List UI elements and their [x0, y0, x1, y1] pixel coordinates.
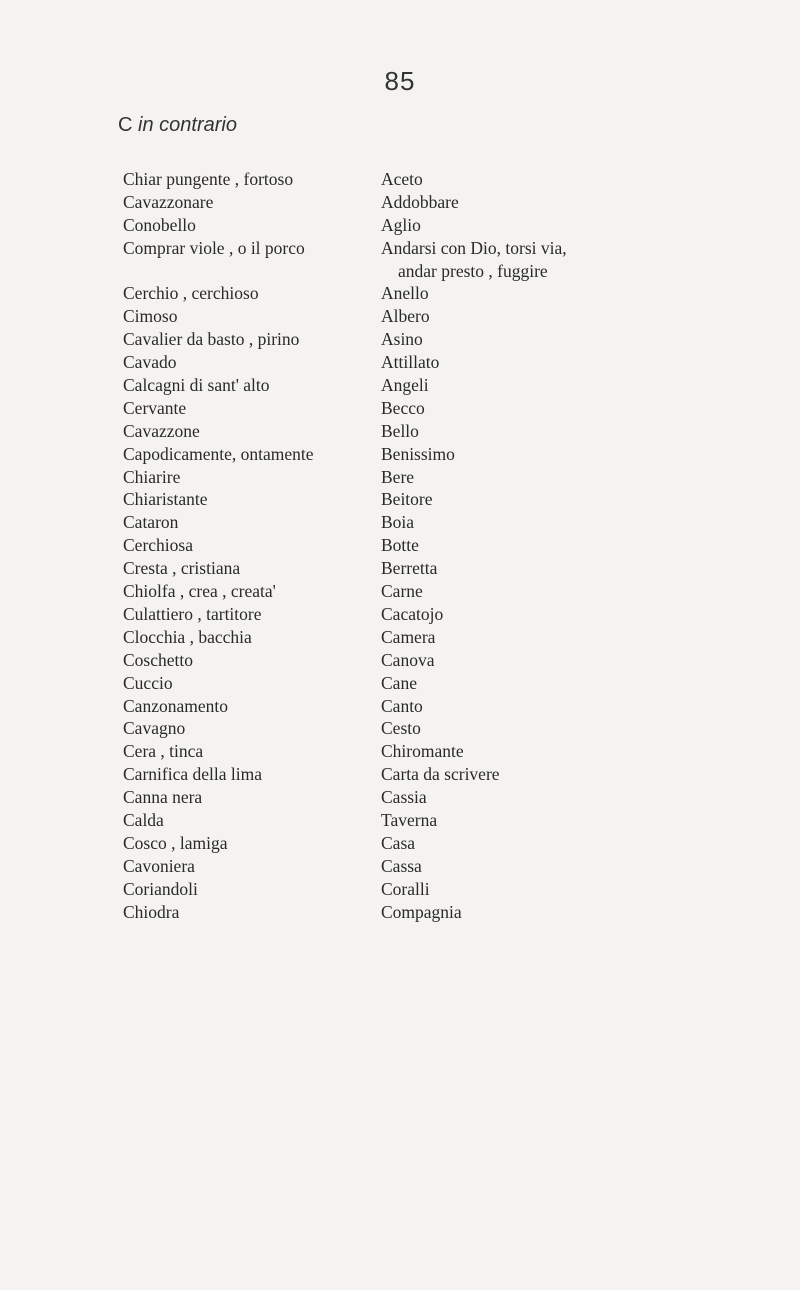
glossary-meaning-line: Attillato — [381, 352, 440, 373]
glossary-meaning — [381, 763, 743, 786]
glossary-row — [123, 305, 743, 328]
glossary-meaning-line: Canova — [381, 649, 435, 670]
glossary-meaning — [381, 488, 743, 511]
glossary-row — [123, 351, 743, 374]
glossary-row — [123, 191, 743, 214]
glossary-term: Calcagni di sant' alto — [123, 375, 270, 396]
glossary-term: Cavazzonare — [123, 191, 214, 212]
glossary-row — [123, 397, 743, 420]
glossary-term: Calda — [123, 809, 164, 830]
glossary-row — [123, 878, 743, 901]
glossary-meaning-line: Aceto — [381, 169, 423, 189]
glossary-meaning — [381, 534, 743, 557]
glossary-meaning-line: Coralli — [381, 878, 430, 899]
glossary-meaning-line: Cane — [381, 672, 417, 693]
glossary-meaning — [381, 649, 743, 672]
glossary-meaning — [381, 511, 743, 534]
glossary-meaning — [381, 855, 743, 878]
glossary-meaning-line: Bere — [381, 466, 415, 487]
glossary-term: Chiolfa , crea , creata' — [123, 581, 276, 602]
glossary-meaning-line: Taverna — [381, 809, 438, 830]
glossary-row — [123, 740, 743, 763]
glossary-meaning — [381, 282, 743, 305]
glossary-term: Chiar pungente , fortoso — [123, 169, 294, 189]
glossary-meaning-line: Aglio — [381, 214, 421, 235]
glossary-row — [123, 763, 743, 786]
glossary-meaning — [381, 397, 743, 420]
glossary-term: Capodicamente, ontamente — [123, 443, 314, 464]
glossary-meaning — [381, 717, 743, 740]
glossary-meaning — [381, 878, 743, 901]
glossary-term: Cuccio — [123, 672, 173, 693]
section-title-subtitle: in contrario — [138, 114, 237, 136]
glossary-meaning-line: Angeli — [381, 375, 429, 396]
glossary-meaning — [381, 695, 743, 718]
glossary-meaning — [381, 580, 743, 603]
glossary-meaning — [381, 809, 743, 832]
glossary-term: Cerchiosa — [123, 535, 193, 556]
glossary-term: Cimoso — [123, 306, 178, 327]
glossary-meaning — [381, 786, 743, 809]
glossary-meaning-line: Cesto — [381, 718, 421, 739]
glossary-meaning-line: Albero — [381, 306, 430, 327]
glossary-term: Cavagno — [123, 718, 186, 739]
glossary-row — [123, 580, 743, 603]
glossary-meaning-line: Cassa — [381, 855, 422, 876]
glossary-meaning-line: Beitore — [381, 489, 433, 510]
glossary-meaning — [381, 420, 743, 443]
glossary-meaning — [381, 672, 743, 695]
section-title-letter: C — [118, 114, 133, 136]
glossary-meaning-line: Addobbare — [381, 191, 459, 212]
glossary-row — [123, 237, 743, 283]
glossary-meaning-line: Botte — [381, 535, 419, 556]
glossary-row — [123, 443, 743, 466]
glossary-meaning — [381, 328, 743, 351]
glossary-meaning-line: Benissimo — [381, 443, 455, 464]
glossary-meaning-line: Asino — [381, 329, 423, 350]
glossary-term: Chiodra — [123, 901, 180, 922]
glossary-meaning — [381, 901, 743, 924]
glossary-term: Comprar viole , o il porco — [123, 237, 305, 258]
glossary-meaning — [381, 305, 743, 328]
glossary-row — [123, 466, 743, 489]
glossary-meaning — [381, 832, 743, 855]
glossary-row — [123, 786, 743, 809]
glossary-meaning — [381, 351, 743, 374]
glossary-row — [123, 374, 743, 397]
glossary-term: Cerchio , cerchioso — [123, 283, 259, 304]
glossary-row — [123, 534, 743, 557]
glossary-meaning-line: Boia — [381, 512, 415, 533]
glossary-term: Cera , tinca — [123, 741, 204, 762]
glossary-meaning-line: Cacatojo — [381, 603, 444, 624]
glossary-meaning-line: Carta da scrivere — [381, 764, 500, 785]
glossary-term: Cervante — [123, 397, 187, 418]
glossary-meaning — [381, 443, 743, 466]
glossary-term: Canzonamento — [123, 695, 228, 716]
glossary-meaning — [381, 374, 743, 397]
glossary-meaning — [381, 557, 743, 580]
glossary-meaning — [381, 214, 743, 237]
glossary-meaning-line: Canto — [381, 695, 423, 716]
glossary-row — [123, 328, 743, 351]
glossary-term: Carnifica della lima — [123, 764, 262, 785]
glossary-term: Cosco , lamiga — [123, 832, 228, 853]
glossary-meaning — [381, 191, 743, 214]
glossary-row — [123, 832, 743, 855]
glossary-list — [123, 168, 743, 923]
glossary-meaning-line: Carne — [381, 581, 423, 602]
glossary-row — [123, 901, 743, 924]
glossary-row — [123, 511, 743, 534]
glossary-row — [123, 557, 743, 580]
glossary-row — [123, 809, 743, 832]
glossary-term: Coriandoli — [123, 878, 198, 899]
glossary-meaning-line: Camera — [381, 626, 436, 647]
glossary-term: Chiarire — [123, 466, 181, 487]
glossary-term: Conobello — [123, 214, 196, 235]
glossary-meaning-line: andar presto , fuggire — [398, 260, 548, 281]
glossary-row — [123, 168, 743, 191]
glossary-meaning — [381, 603, 743, 626]
glossary-row — [123, 672, 743, 695]
glossary-meaning-line: Berretta — [381, 558, 438, 579]
glossary-term: Cresta , cristiana — [123, 558, 241, 579]
glossary-meaning — [381, 626, 743, 649]
glossary-meaning-line: Compagnia — [381, 901, 462, 922]
glossary-row — [123, 282, 743, 305]
glossary-row — [123, 626, 743, 649]
glossary-term: Chiaristante — [123, 489, 208, 510]
glossary-term: Coschetto — [123, 649, 193, 670]
glossary-row — [123, 649, 743, 672]
glossary-row — [123, 855, 743, 878]
page-number: 85 — [384, 66, 416, 96]
glossary-meaning-line: Andarsi con Dio, torsi via, — [381, 237, 567, 258]
glossary-term: Culattiero , tartitore — [123, 603, 262, 624]
glossary-term: Cavazzone — [123, 420, 200, 441]
glossary-row — [123, 488, 743, 511]
glossary-meaning-line: Casa — [381, 832, 416, 853]
glossary-meaning — [381, 466, 743, 489]
section-title — [118, 114, 237, 137]
glossary-meaning — [381, 168, 743, 191]
glossary-term: Cataron — [123, 512, 179, 533]
glossary-meaning-line: Cassia — [381, 787, 427, 808]
glossary-row — [123, 603, 743, 626]
glossary-row — [123, 717, 743, 740]
glossary-meaning — [381, 237, 743, 283]
glossary-term: Clocchia , bacchia — [123, 626, 252, 647]
glossary-term: Cavalier da basto , pirino — [123, 329, 300, 350]
glossary-meaning-line: Bello — [381, 420, 419, 441]
glossary-meaning-line: Becco — [381, 397, 425, 418]
glossary-meaning-line: Chiromante — [381, 741, 464, 762]
glossary-row — [123, 420, 743, 443]
glossary-term: Cavado — [123, 352, 177, 373]
glossary-meaning — [381, 740, 743, 763]
glossary-meaning-line: Anello — [381, 283, 429, 304]
glossary-term: Canna nera — [123, 787, 203, 808]
glossary-row — [123, 695, 743, 718]
glossary-row — [123, 214, 743, 237]
glossary-term: Cavoniera — [123, 855, 195, 876]
